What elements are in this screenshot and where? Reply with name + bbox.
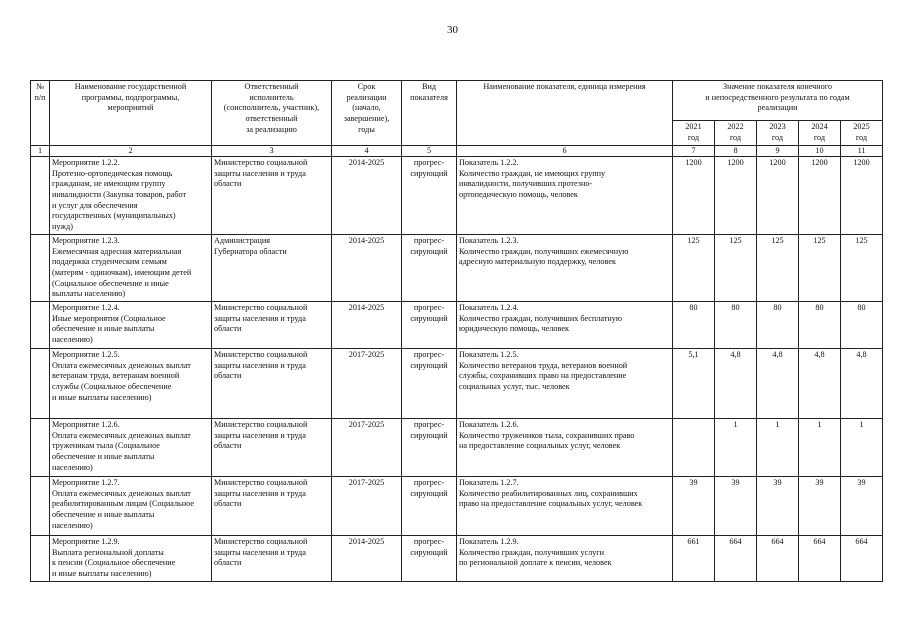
executor-cell: Министерство социальной защиты населения и труда области (212, 418, 332, 476)
row-number-cell (31, 476, 50, 535)
year-value-cell: 39 (715, 476, 757, 535)
row-number-cell (31, 235, 50, 302)
indicator-kind-cell: прогрес- сирующий (402, 348, 457, 418)
year-value-cell: 80 (757, 301, 799, 348)
header-year: 2022 год (715, 121, 757, 146)
header-row (31, 81, 883, 121)
year-value-cell: 4,8 (841, 348, 883, 418)
indicator-kind-cell: прогрес- сирующий (402, 301, 457, 348)
indicator-kind-cell: прогрес- сирующий (402, 157, 457, 235)
column-number: 7 (673, 146, 715, 157)
header-term: Срок реализации (начало, завершение), годы (332, 81, 402, 146)
year-value-cell (673, 418, 715, 476)
column-number: 4 (332, 146, 402, 157)
row-number-cell (31, 301, 50, 348)
table-row (31, 535, 883, 581)
year-value-cell: 4,8 (757, 348, 799, 418)
year-value-cell: 80 (673, 301, 715, 348)
measure-name-cell: Мероприятие 1.2.2. Протезно-ортопедическая помощь гражданам, не имеющим группу инвалидности (Закупка товаров, работ и услуг для обеспечения государственных (муниципальных) нужд) (50, 157, 212, 235)
header-kind: Вид показателя (402, 81, 457, 146)
header-year: 2024 год (799, 121, 841, 146)
column-number: 11 (841, 146, 883, 157)
measure-name-cell: Мероприятие 1.2.4. Иные мероприятия (Социальное обеспечение и иные выплаты населению) (50, 301, 212, 348)
table-row (31, 348, 883, 418)
year-value-cell: 1 (757, 418, 799, 476)
year-value-cell: 125 (841, 235, 883, 302)
year-value-cell: 125 (715, 235, 757, 302)
year-value-cell: 39 (841, 476, 883, 535)
indicator-name-cell: Показатель 1.2.2. Количество граждан, не имеющих группу инвалидности, получивших протезно- ортопедическую помощь, человек (457, 157, 673, 235)
indicator-name-cell: Показатель 1.2.4. Количество граждан, получивших бесплатную юридическую помощь, человек (457, 301, 673, 348)
header-indicator: Наименование показателя, единица измерения (457, 81, 673, 146)
year-value-cell: 1 (799, 418, 841, 476)
column-number: 5 (402, 146, 457, 157)
year-value-cell: 664 (715, 535, 757, 581)
header-name: Наименование государственной программы, подпрограммы, мероприятий (50, 81, 212, 146)
year-value-cell: 664 (841, 535, 883, 581)
measure-name-cell: Мероприятие 1.2.7. Оплата ежемесячных денежных выплат реабилитированным лицам (Социальное обеспечение и иные выплаты населению) (50, 476, 212, 535)
year-value-cell: 4,8 (715, 348, 757, 418)
program-table (30, 80, 883, 582)
year-value-cell: 80 (715, 301, 757, 348)
executor-cell: Министерство социальной защиты населения и труда области (212, 301, 332, 348)
column-numbers-row (31, 146, 883, 157)
term-cell: 2014-2025 (332, 301, 402, 348)
header-executor: Ответственный исполнитель (соисполнитель, участник), ответственный за реализацию (212, 81, 332, 146)
measure-name-cell: Мероприятие 1.2.6. Оплата ежемесячных денежных выплат труженикам тыла (Социальное обеспечение и иные выплаты населению) (50, 418, 212, 476)
year-value-cell: 1200 (715, 157, 757, 235)
table-body (31, 157, 883, 582)
indicator-name-cell: Показатель 1.2.5. Количество ветеранов труда, ветеранов военной службы, сохранивших право на предоставление социальных услуг, тыс. человек (457, 348, 673, 418)
table-row (31, 157, 883, 235)
column-number: 2 (50, 146, 212, 157)
header-num: № п/п (31, 81, 50, 146)
year-value-cell: 1200 (799, 157, 841, 235)
year-value-cell: 39 (757, 476, 799, 535)
executor-cell: Министерство социальной защиты населения и труда области (212, 157, 332, 235)
year-value-cell: 125 (757, 235, 799, 302)
indicator-name-cell: Показатель 1.2.3. Количество граждан, получивших ежемесячную адресную материальную поддержку, человек (457, 235, 673, 302)
year-value-cell: 664 (757, 535, 799, 581)
row-number-cell (31, 418, 50, 476)
executor-cell: Министерство социальной защиты населения и труда области (212, 535, 332, 581)
row-number-cell (31, 535, 50, 581)
term-cell: 2014-2025 (332, 157, 402, 235)
column-number: 3 (212, 146, 332, 157)
executor-cell: Администрация Губернатора области (212, 235, 332, 302)
table-row (31, 476, 883, 535)
indicator-name-cell: Показатель 1.2.7. Количество реабилитированных лиц, сохранивших право на предоставление социальных услуг, человек (457, 476, 673, 535)
year-value-cell: 1 (841, 418, 883, 476)
measure-name-cell: Мероприятие 1.2.5. Оплата ежемесячных денежных выплат ветеранам труда, ветеранам военной службы (Социальное обеспечение и иные выплаты населению) (50, 348, 212, 418)
row-number-cell (31, 348, 50, 418)
year-value-cell: 80 (841, 301, 883, 348)
term-cell: 2017-2025 (332, 476, 402, 535)
year-value-cell: 125 (799, 235, 841, 302)
year-value-cell: 39 (799, 476, 841, 535)
table-row (31, 418, 883, 476)
column-number: 1 (31, 146, 50, 157)
year-value-cell: 39 (673, 476, 715, 535)
header-values-title: Значение показателя конечного и непосредственного результата по годам реализации (673, 81, 883, 121)
measure-name-cell: Мероприятие 1.2.9. Выплата региональной доплаты к пенсии (Социальное обеспечение и иные выплаты населению) (50, 535, 212, 581)
column-number: 8 (715, 146, 757, 157)
executor-cell: Министерство социальной защиты населения и труда области (212, 476, 332, 535)
executor-cell: Министерство социальной защиты населения и труда области (212, 348, 332, 418)
year-value-cell: 125 (673, 235, 715, 302)
term-cell: 2017-2025 (332, 418, 402, 476)
column-number: 9 (757, 146, 799, 157)
term-cell: 2014-2025 (332, 235, 402, 302)
column-number: 10 (799, 146, 841, 157)
indicator-name-cell: Показатель 1.2.9. Количество граждан, получивших услуги по региональной доплате к пенсии, человек (457, 535, 673, 581)
year-value-cell: 4,8 (799, 348, 841, 418)
column-number: 6 (457, 146, 673, 157)
header-year: 2021 год (673, 121, 715, 146)
indicator-kind-cell: прогрес- сирующий (402, 476, 457, 535)
measure-name-cell: Мероприятие 1.2.3. Ежемесячная адресная материальная поддержка студенческим семьям (матерям - одиночкам), имеющим детей (Социальное обеспечение и иные выплаты населению) (50, 235, 212, 302)
year-value-cell: 5,1 (673, 348, 715, 418)
term-cell: 2017-2025 (332, 348, 402, 418)
indicator-kind-cell: прогрес- сирующий (402, 235, 457, 302)
year-value-cell: 664 (799, 535, 841, 581)
year-value-cell: 1 (715, 418, 757, 476)
indicator-kind-cell: прогрес- сирующий (402, 535, 457, 581)
page-number: 30 (447, 24, 458, 36)
indicator-kind-cell: прогрес- сирующий (402, 418, 457, 476)
header-year: 2025 год (841, 121, 883, 146)
year-value-cell: 1200 (757, 157, 799, 235)
year-value-cell: 661 (673, 535, 715, 581)
table-row (31, 235, 883, 302)
header-year: 2023 год (757, 121, 799, 146)
year-value-cell: 1200 (673, 157, 715, 235)
row-number-cell (31, 157, 50, 235)
year-value-cell: 80 (799, 301, 841, 348)
table-row (31, 301, 883, 348)
indicator-name-cell: Показатель 1.2.6. Количество тружеников тыла, сохранивших право на предоставление социальных услуг, человек (457, 418, 673, 476)
term-cell: 2014-2025 (332, 535, 402, 581)
year-value-cell: 1200 (841, 157, 883, 235)
